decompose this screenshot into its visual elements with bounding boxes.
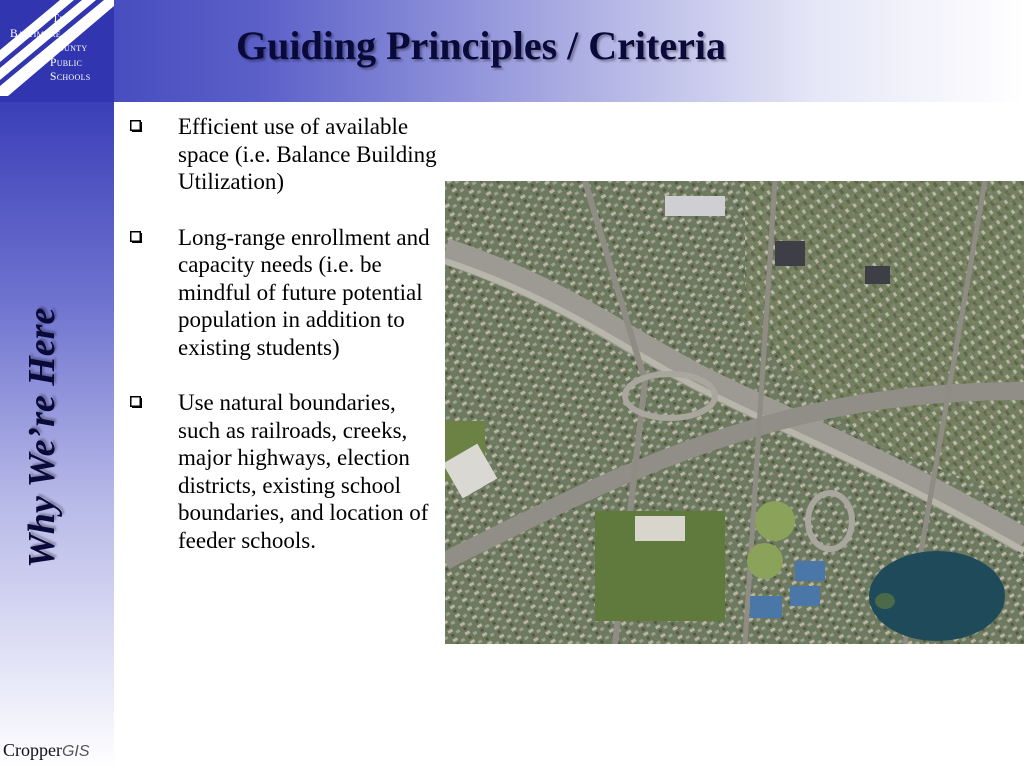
bullet-text: Efficient use of available space (i.e. Balance Building Utilization) xyxy=(178,114,437,194)
bullet-item xyxy=(128,113,438,196)
logo-line: Baltimore xyxy=(10,27,61,40)
hollow-square-icon xyxy=(130,231,142,243)
logo-line: County xyxy=(50,42,88,54)
aerial-map-image xyxy=(445,181,1024,644)
brand-name: Cropper xyxy=(3,740,62,760)
logo-line: The xyxy=(52,13,71,25)
brand-suffix: GIS xyxy=(61,743,90,760)
slide-title: Guiding Principles / Criteria xyxy=(236,23,726,68)
bullet-text: Use natural boundaries, such as railroads, creeks, major highways, election districts, existing school boundaries, and location of feeder schools. xyxy=(178,390,429,553)
hollow-square-icon xyxy=(130,120,142,132)
bullet-item xyxy=(128,224,438,362)
bullet-item xyxy=(128,389,438,554)
bullet-text: Long-range enrollment and capacity needs (i.e. be mindful of future potential population in addition to existing students) xyxy=(178,224,430,360)
logo-line: Schools xyxy=(50,71,91,83)
logo-line: Public xyxy=(50,56,83,69)
hollow-square-icon xyxy=(130,396,142,408)
side-title: Why We’re Here xyxy=(21,307,63,568)
logo-text xyxy=(10,12,114,85)
aerial-photo xyxy=(445,181,1024,644)
school-logo xyxy=(0,0,114,102)
bullet-list xyxy=(128,113,438,582)
footer-brand xyxy=(3,740,90,761)
